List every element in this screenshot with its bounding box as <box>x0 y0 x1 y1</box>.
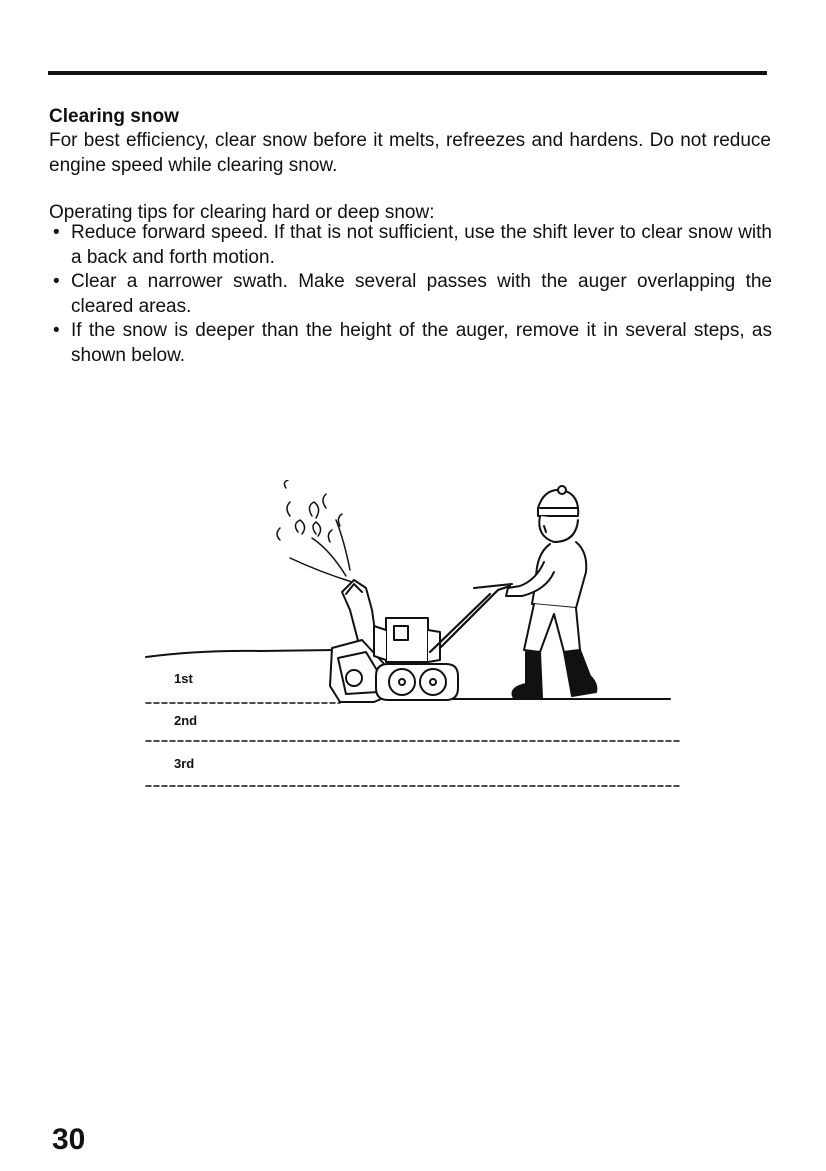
layer-label-1st: 1st <box>174 671 193 686</box>
tips-list <box>49 221 772 368</box>
section-heading: Clearing snow <box>49 106 179 127</box>
track-wheels <box>376 664 458 700</box>
handle-bar <box>440 586 510 648</box>
operator-boot-right <box>564 650 596 696</box>
tip-text: Clear a narrower swath. Make several passes with the auger overlapping the cleared areas. <box>71 271 772 317</box>
layer-label-3rd: 3rd <box>174 756 195 771</box>
snow-surface-line <box>146 650 336 657</box>
page-number: 30 <box>52 1123 86 1156</box>
list-item <box>49 221 772 270</box>
intro-paragraph: For best efficiency, clear snow before it melts, refreezes and hardens. Do not reduce engine speed while clearing snow. <box>49 130 771 176</box>
engine <box>374 618 440 662</box>
tip-text: Reduce forward speed. If that is not sufficient, use the shift lever to clear snow with a back and forth motion. <box>71 222 772 268</box>
layer-label-2nd: 2nd <box>174 713 198 728</box>
bullet-icon: • <box>53 271 60 292</box>
operator-boot-left <box>513 652 543 698</box>
list-item <box>49 319 772 368</box>
tip-text: If the snow is deeper than the height of the auger, remove it in several steps, as shown below. <box>71 320 772 366</box>
tips-title: Operating tips for clearing hard or deep snow: <box>49 202 435 223</box>
operator-legs <box>524 604 580 652</box>
top-rule <box>48 71 767 75</box>
operator-hat <box>538 490 578 516</box>
bullet-icon: • <box>53 222 60 243</box>
snow-clearing-illustration <box>140 480 685 800</box>
snowblower-operator-drawing <box>140 480 685 800</box>
bullet-icon: • <box>53 320 60 341</box>
snow-spray <box>277 480 352 582</box>
list-item <box>49 270 772 319</box>
